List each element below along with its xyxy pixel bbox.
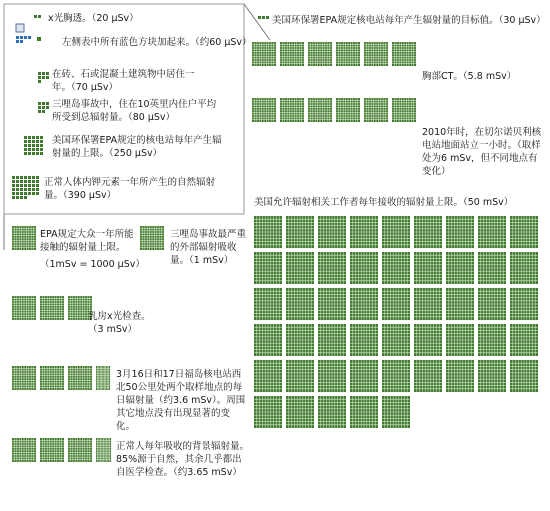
- waffle-cell-brick: [42, 76, 45, 79]
- waffle-cell-potassium: [36, 192, 39, 195]
- waffle-cell-epa_plant: [28, 136, 31, 139]
- connector-top: [244, 4, 270, 40]
- waffle-cell-epa_plant: [28, 152, 31, 155]
- waffle-cell-tmi_10mi: [46, 102, 49, 105]
- waffle-cell-potassium: [32, 176, 35, 179]
- waffle-cell-potassium: [16, 180, 19, 183]
- waffle-cell-tmi_10mi: [38, 106, 41, 109]
- label-potassium: 正常人体内钾元素一年所产生的自然辐射量。（390 μSv）: [44, 177, 216, 201]
- waffle-cell-epa_plant: [24, 136, 27, 139]
- waffle-cell-epa_plant: [28, 148, 31, 151]
- waffle-cell-blue_sum: [24, 36, 27, 39]
- waffle-cell-epa_plant: [32, 136, 35, 139]
- waffle-cell-potassium: [12, 184, 15, 187]
- waffle-cell-potassium: [24, 176, 27, 179]
- waffle-cell-potassium: [28, 176, 31, 179]
- waffle-cell-potassium: [20, 180, 23, 183]
- waffle-cell-epa_plant: [24, 152, 27, 155]
- waffle-cell-epa_plant: [40, 136, 43, 139]
- waffle-cell-epa_plant: [36, 148, 39, 151]
- waffle-cell-potassium: [28, 180, 31, 183]
- waffle-cell-potassium: [12, 176, 15, 179]
- label-mammogram: 乳房x光检查。（3 mSv）: [88, 311, 151, 335]
- waffle-cell-potassium: [24, 184, 27, 187]
- label-blue-sum: 左侧表中所有蓝色方块加起来。（约60 μSv）: [62, 37, 252, 48]
- waffle-cell-epa_plant: [24, 148, 27, 151]
- waffle-cell-potassium: [12, 192, 15, 195]
- label-epa-target: 美国环保署EPA规定核电站每年产生辐射量的目标值。（30 μSv）: [272, 15, 546, 26]
- waffle-cell-epa_plant: [36, 144, 39, 147]
- waffle-cell-potassium: [16, 184, 19, 187]
- waffle-cell-epa_target: [266, 16, 269, 19]
- waffle-cell-epa_plant: [36, 136, 39, 139]
- waffle-cell-epa_target: [262, 16, 265, 19]
- label-epa-plant: 美国环保署EPA规定的核电站每年产生辐射量的上限。（250 μSv）: [52, 135, 222, 159]
- waffle-cell-tmi_10mi: [42, 102, 45, 105]
- waffle-cell-epa_plant: [40, 144, 43, 147]
- label-chernobyl: 2010年时，在切尔诺贝利核电站地面站立一小时。（取样处为6 mSv，但不同地点有变化）: [422, 127, 542, 177]
- waffle-cell-epa_plant: [32, 140, 35, 143]
- waffle-cell-blue_sum: [16, 40, 19, 43]
- waffle-cell-potassium: [36, 176, 39, 179]
- waffle-cell-potassium: [32, 192, 35, 195]
- waffle-cell-blue_sum: [20, 36, 23, 39]
- waffle-cell-epa_plant: [40, 140, 43, 143]
- waffle-cell-potassium: [36, 184, 39, 187]
- waffle-cell-epa_plant: [24, 144, 27, 147]
- waffle-cell-brick: [42, 72, 45, 75]
- label-chest-ct: 胸部CT。（5.8 mSv）: [422, 71, 517, 82]
- waffle-cell-potassium: [16, 188, 19, 191]
- waffle-cell-xray: [34, 15, 37, 18]
- waffle-cell-epa_plant: [40, 152, 43, 155]
- label-background: 正常人每年吸收的背景辐射量。85%源于自然，其余几乎都出自医学检查。（约3.65 mSv）: [116, 441, 250, 478]
- label-brick: 在砖、石或混凝土建筑物中居住一年。（70 μSv）: [52, 69, 195, 93]
- waffle-cell-epa_plant: [36, 140, 39, 143]
- label-xray: x光胸透。（20 μSv）: [48, 13, 139, 24]
- waffle-cell-epa_plant: [28, 140, 31, 143]
- waffle-cell-potassium: [20, 192, 23, 195]
- waffle-cell-tmi_10mi: [42, 110, 45, 113]
- waffle-cell-brick: [38, 72, 41, 75]
- waffle-cell-potassium: [24, 180, 27, 183]
- waffle-cell-potassium: [12, 180, 15, 183]
- waffle-cell-potassium: [24, 192, 27, 195]
- waffle-cell-brick: [46, 76, 49, 79]
- waffle-cell-potassium: [16, 196, 19, 199]
- waffle-cell-tmi_10mi: [38, 102, 41, 105]
- waffle-cell-potassium: [32, 188, 35, 191]
- waffle-cell-epa_plant: [32, 148, 35, 151]
- waffle-cell-brick: [38, 80, 41, 83]
- waffle-cell-tmi_10mi: [46, 106, 49, 109]
- waffle-cell-potassium: [16, 192, 19, 195]
- waffle-cell-potassium: [28, 184, 31, 187]
- waffle-cell-potassium: [12, 188, 15, 191]
- waffle-cell-potassium: [32, 184, 35, 187]
- waffle-cell-potassium: [28, 188, 31, 191]
- waffle-cell-epa_plant: [36, 152, 39, 155]
- waffle-cell-epa_plant: [28, 144, 31, 147]
- label-fukushima: 3月16日和17日福岛核电站西北50公里处两个取样地点的每日辐射量（约3.6 mSv）。周围其它地点没有出现显著的变化。: [116, 369, 246, 432]
- waffle-cell-brick: [38, 76, 41, 79]
- waffle-cell-potassium: [16, 176, 19, 179]
- waffle-cell-blue_sum: [20, 40, 23, 43]
- waffle-cell-tmi_10mi: [38, 110, 41, 113]
- waffle-cell-tmi_10mi: [42, 106, 45, 109]
- waffle-cell-epa_plant: [24, 140, 27, 143]
- waffle-cell-potassium: [36, 180, 39, 183]
- label-workers: 美国允许辐射相关工作者每年接收的辐射量上限。（50 mSv）: [254, 197, 514, 208]
- label-tmi-max: 三哩岛事故最严重的外部辐射吸收量。（1 mSv）: [170, 229, 247, 266]
- waffle-cell-blue_sum: [16, 36, 19, 39]
- waffle-cell-potassium: [28, 192, 31, 195]
- waffle-cell-epa_target: [258, 16, 261, 19]
- waffle-cell-xray: [38, 15, 41, 18]
- waffle-cell-blue-neighbor: [37, 37, 41, 41]
- label-unit-note: （1mSv = 1000 μSv）: [40, 259, 145, 270]
- waffle-cell-potassium: [12, 196, 15, 199]
- waffle-cell-potassium: [20, 196, 23, 199]
- waffle-cell-potassium: [36, 188, 39, 191]
- waffle-cell-epa_plant: [40, 148, 43, 151]
- waffle-cell-potassium: [24, 196, 27, 199]
- waffle-cell-potassium: [20, 184, 23, 187]
- waffle-cell-potassium: [24, 188, 27, 191]
- waffle-cell-potassium: [20, 188, 23, 191]
- waffle-cell-potassium: [32, 180, 35, 183]
- tiny-block-marker: [16, 24, 24, 32]
- label-tmi-10mi: 三哩岛事故中，住在10英里内住户平均所受到总辐射量。（80 μSv）: [52, 99, 217, 123]
- label-epa-public: EPA规定大众一年所能接触的辐射量上限。: [40, 229, 134, 253]
- waffle-cell-blue_sum: [28, 36, 31, 39]
- waffle-cell-epa_plant: [32, 152, 35, 155]
- waffle-cell-potassium: [20, 176, 23, 179]
- waffle-cell-epa_plant: [32, 144, 35, 147]
- waffle-cell-brick: [46, 72, 49, 75]
